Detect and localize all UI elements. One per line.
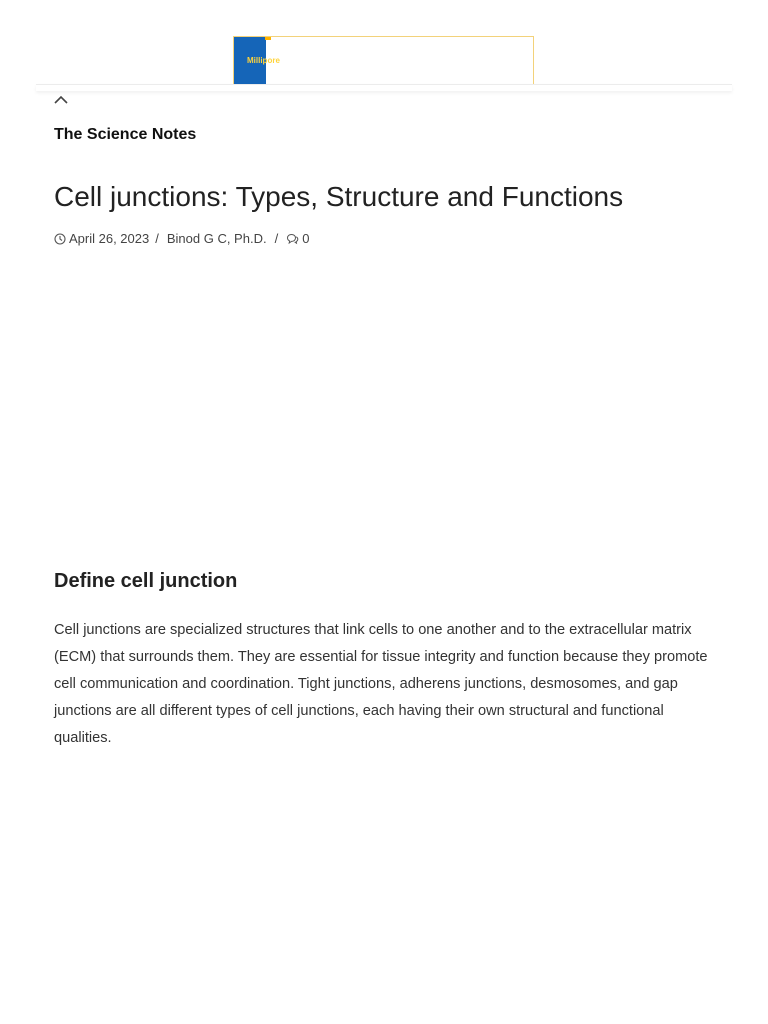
clock-icon (54, 233, 66, 245)
ad-logo-block (234, 37, 280, 85)
meta-separator: / (274, 231, 279, 246)
ad-accent-mark (265, 37, 271, 40)
comment-count[interactable]: 0 (302, 231, 310, 246)
meta-separator: / (155, 231, 159, 246)
comments-icon (286, 233, 299, 245)
post-author[interactable]: Binod G C, Ph.D. (166, 231, 267, 246)
post-title: Cell junctions: Types, Structure and Functions (54, 181, 624, 212)
body-paragraph: Cell junctions are specialized structures that link cells to one another and to the extracellular matrix (ECM) that surrounds them. They are essential for tissue integrity and function because they promote cell communication and coordination. Tight junctions, adherens junctions, desmosomes, and gap junctions are all different types of cell junctions, each having their own structural and functional qualities. (54, 622, 708, 746)
section-heading: Define cell junction (54, 570, 238, 592)
post-date[interactable]: April 26, 2023 (69, 231, 150, 246)
header-divider (36, 84, 732, 91)
post-meta (54, 231, 309, 246)
ad-brand-text: Millipore (247, 56, 280, 65)
chevron-up-icon[interactable] (53, 92, 69, 106)
top-banner-ad[interactable] (233, 36, 534, 84)
ad-placeholder (54, 262, 714, 542)
site-title[interactable]: The Science Notes (54, 126, 197, 143)
